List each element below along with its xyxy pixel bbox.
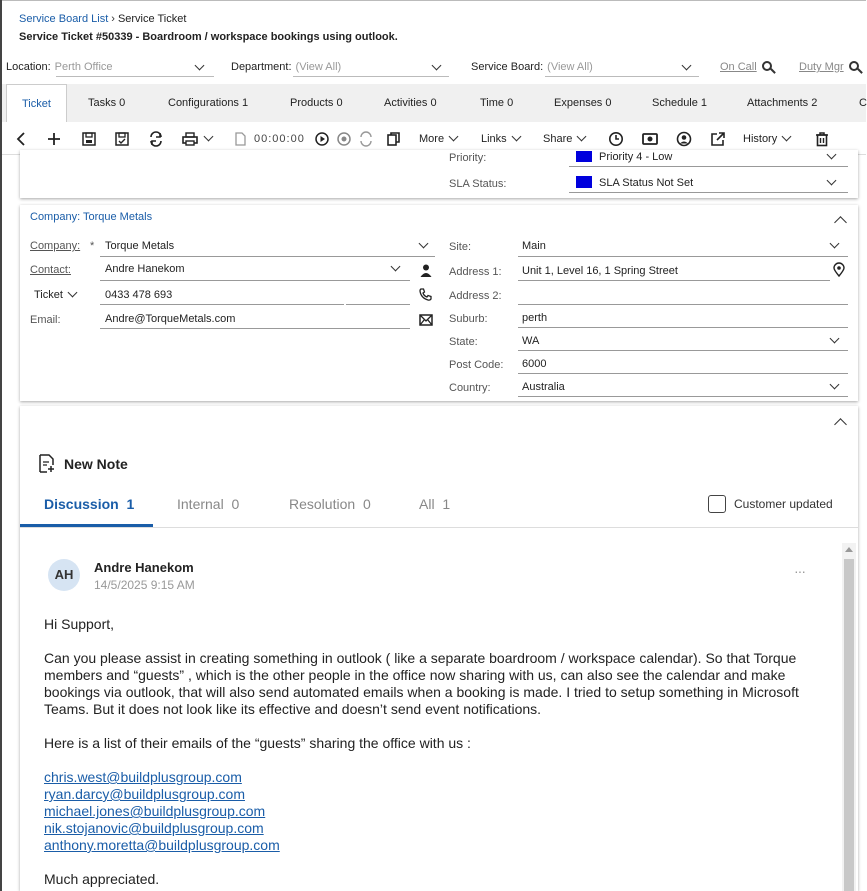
sla-chevron-down-icon[interactable] [827,176,837,186]
search-icon[interactable] [762,61,772,71]
tab-expenses[interactable]: Expenses 0 [554,97,612,109]
save-icon[interactable] [81,131,97,147]
play-icon[interactable] [314,131,330,147]
chevron-down-icon [511,132,521,142]
new-note-label: New Note [64,456,128,472]
phone-value[interactable]: 0433 478 693 [105,289,173,301]
customer-updated-label: Customer updated [734,497,833,511]
internal-count: 0 [231,496,240,512]
country-chevron-down-icon[interactable] [830,380,840,390]
all-label: All [419,496,435,512]
sla-color-swatch [576,176,592,188]
company-chevron-down-icon[interactable] [419,239,429,249]
company-value[interactable]: Torque Metals [105,240,175,252]
breadcrumb-current: Service Ticket [117,13,187,25]
note-tab-all[interactable] [419,496,450,512]
postcode-underline [518,373,848,374]
address1-underline [518,280,830,281]
tab-configurations[interactable]: Configurations 1 [168,97,249,109]
duty-mgr-label: Duty Mgr [799,61,844,73]
scroll-up-arrow-icon[interactable] [845,547,853,552]
on-call-label: On Call [720,61,757,73]
person-icon[interactable] [420,264,432,277]
page-title: Service Ticket #50339 - Boardroom / workspace bookings using outlook. [19,31,398,43]
timer-display: 00:00:00 [254,133,305,145]
message-timestamp: 14/5/2025 9:15 AM [94,578,195,592]
priority-color-swatch [576,151,592,162]
history-label: History [743,133,778,145]
suburb-label: Suburb: [449,313,488,325]
site-underline [518,256,848,257]
country-label: Country: [449,382,491,394]
save-close-icon[interactable] [114,131,130,147]
breadcrumb [19,13,186,25]
country-underline [518,396,848,397]
chevron-down-icon [682,61,692,71]
location-value: Perth Office [54,61,113,73]
department-value: (View All) [295,61,342,73]
service-board-underline [545,76,699,77]
address1-label: Address 1: [449,266,502,278]
service-board-label: Service Board: [471,61,544,73]
chevron-down-icon [782,132,792,142]
phone-icon[interactable] [419,288,432,301]
message-greeting: Hi Support, [44,616,115,632]
tab-tasks[interactable]: Tasks 0 [88,97,126,109]
search-icon[interactable] [849,61,859,71]
collapse-chevron-up-icon[interactable] [834,216,847,229]
address2-underline [518,304,848,305]
location-filter[interactable] [6,61,113,73]
department-label: Department: [231,61,292,73]
external-link-icon[interactable] [710,131,726,147]
screen-record-icon[interactable] [642,131,658,147]
breadcrumb-parent-link[interactable]: Service Board List [19,13,109,25]
discussion-message [20,543,842,891]
priority-panel [20,150,858,198]
message-author: Andre Hanekom [94,560,194,575]
priority-label: Priority: [449,152,487,164]
department-filter[interactable] [231,61,341,73]
postcode-value[interactable]: 6000 [522,358,547,370]
discussion-count: 1 [126,496,135,512]
address1-value[interactable]: Unit 1, Level 16, 1 Spring Street [522,265,678,277]
priority-underline [569,166,848,167]
priority-value[interactable]: Priority 4 - Low [599,151,673,163]
reset-timer-icon[interactable] [358,131,374,147]
state-underline [518,350,848,351]
email-link[interactable]: anthony.moretta@buildplusgroup.com [44,837,280,853]
duty-mgr-link[interactable] [799,61,844,73]
customer-updated-checkbox[interactable] [708,495,726,513]
state-chevron-down-icon[interactable] [830,334,840,344]
internal-label: Internal [177,496,224,512]
message-scrollbar[interactable] [842,543,856,891]
add-icon[interactable] [46,131,62,147]
timer-document-icon [232,131,248,147]
more-label: More [419,133,445,145]
notes-panel [20,406,858,891]
discussion-label: Discussion [44,496,119,512]
message-menu-icon[interactable]: ··· [794,563,805,579]
note-tab-resolution[interactable] [289,496,371,512]
sla-status-value[interactable]: SLA Status Not Set [599,177,694,189]
tab-schedule[interactable]: Schedule 1 [652,97,708,109]
state-label: State: [449,336,478,348]
on-call-link[interactable] [720,61,757,73]
chevron-down-icon [432,61,442,71]
note-tab-discussion[interactable] [44,496,134,512]
share-label: Share [543,133,573,145]
ticket-tabs [2,84,866,122]
priority-chevron-down-icon[interactable] [827,150,837,160]
all-count: 1 [442,496,451,512]
address2-label: Address 2: [449,290,502,302]
country-value[interactable]: Australia [522,381,565,393]
user-circle-icon[interactable] [676,131,692,147]
delete-icon[interactable] [814,131,830,147]
tab-time[interactable]: Time 0 [480,97,514,109]
company-panel [20,205,858,401]
contact-label: Contact: [30,264,71,276]
location-pin-icon[interactable] [833,263,845,277]
postcode-label: Post Code: [449,359,504,371]
sla-status-label: SLA Status: [449,178,507,190]
copy-icon[interactable] [386,131,402,147]
phone-type-select[interactable] [34,289,76,301]
service-board-value: (View All) [547,61,593,73]
email-value[interactable]: Andre@TorqueMetals.com [105,313,236,325]
back-icon[interactable] [14,131,30,147]
location-label: Location: [6,61,51,73]
scrollbar-thumb[interactable] [844,559,854,891]
collapse-chevron-up-icon[interactable] [834,418,847,431]
note-tab-internal[interactable] [177,496,239,512]
refresh-icon[interactable] [148,131,164,147]
links-label: Links [481,133,507,145]
department-underline [293,76,449,77]
company-label: Company: [30,240,81,252]
suburb-value[interactable]: perth [522,312,548,324]
contact-chevron-down-icon[interactable] [391,262,401,272]
tab-products[interactable]: Products 0 [290,97,343,109]
chevron-down-icon [577,132,587,142]
message-list-intro: Here is a list of their emails of the “guests” sharing the office with us : [44,735,471,751]
phone-ext-underline [346,304,410,305]
email-link[interactable]: michael.jones@buildplusgroup.com [44,803,266,819]
phone-underline [100,304,344,305]
chevron-down-icon [195,61,205,71]
resolution-count: 0 [362,496,371,512]
breadcrumb-chevron-icon: › [111,13,115,25]
company-underline [100,256,435,257]
chevron-down-icon [67,288,77,298]
print-icon[interactable] [182,131,198,147]
contact-underline [100,280,410,281]
message-closing: Much appreciated. [44,871,160,887]
avatar: AH [48,559,80,591]
page-header [2,6,866,54]
site-chevron-down-icon[interactable] [830,239,840,249]
service-board-filter[interactable] [471,61,593,73]
chevron-down-icon [449,132,459,142]
tab-attachments[interactable]: Attachments 2 [747,97,818,109]
email-link[interactable]: nik.stojanovic@buildplusgroup.com [44,820,264,836]
contact-value[interactable]: Andre Hanekom [105,263,185,275]
email-label: Email: [30,314,61,326]
sla-underline [569,192,848,193]
tab-activities[interactable]: Activities 0 [384,97,437,109]
new-note-icon [39,454,55,473]
print-chevron-down-icon[interactable] [204,132,214,142]
resolution-label: Resolution [289,496,356,512]
site-value[interactable]: Main [522,240,546,252]
email-link[interactable]: ryan.darcy@buildplusgroup.com [44,786,245,802]
tabs-divider [20,527,858,528]
required-mark: * [90,240,95,252]
stop-icon[interactable] [336,131,352,147]
location-underline [56,76,214,77]
phone-type-label: Ticket [34,289,63,301]
tab-more[interactable]: C [859,97,867,109]
clock-icon[interactable] [608,131,624,147]
state-value[interactable]: WA [522,335,540,347]
suburb-underline [518,327,848,328]
company-panel-header: Company: Torque Metals [30,211,153,223]
message-paragraph: Can you please assist in creating something in outlook ( like a separate boardroom / workspace calendar). So that Torque members and “guests” , which is the other people in the office now sharing with us, can also see the calendar and make bookings via outlook, that will also send automated emails when a booking is made. I tried to setup something in Microsoft Teams. But it does not look like its effective and doesn’t send event notifications. [44,650,799,717]
filter-bar [2,55,866,83]
site-label: Site: [449,241,472,253]
envelope-icon[interactable] [419,314,433,326]
tab-ticket[interactable]: Ticket [6,84,67,122]
email-underline [100,328,410,329]
email-link[interactable]: chris.west@buildplusgroup.com [44,769,242,785]
